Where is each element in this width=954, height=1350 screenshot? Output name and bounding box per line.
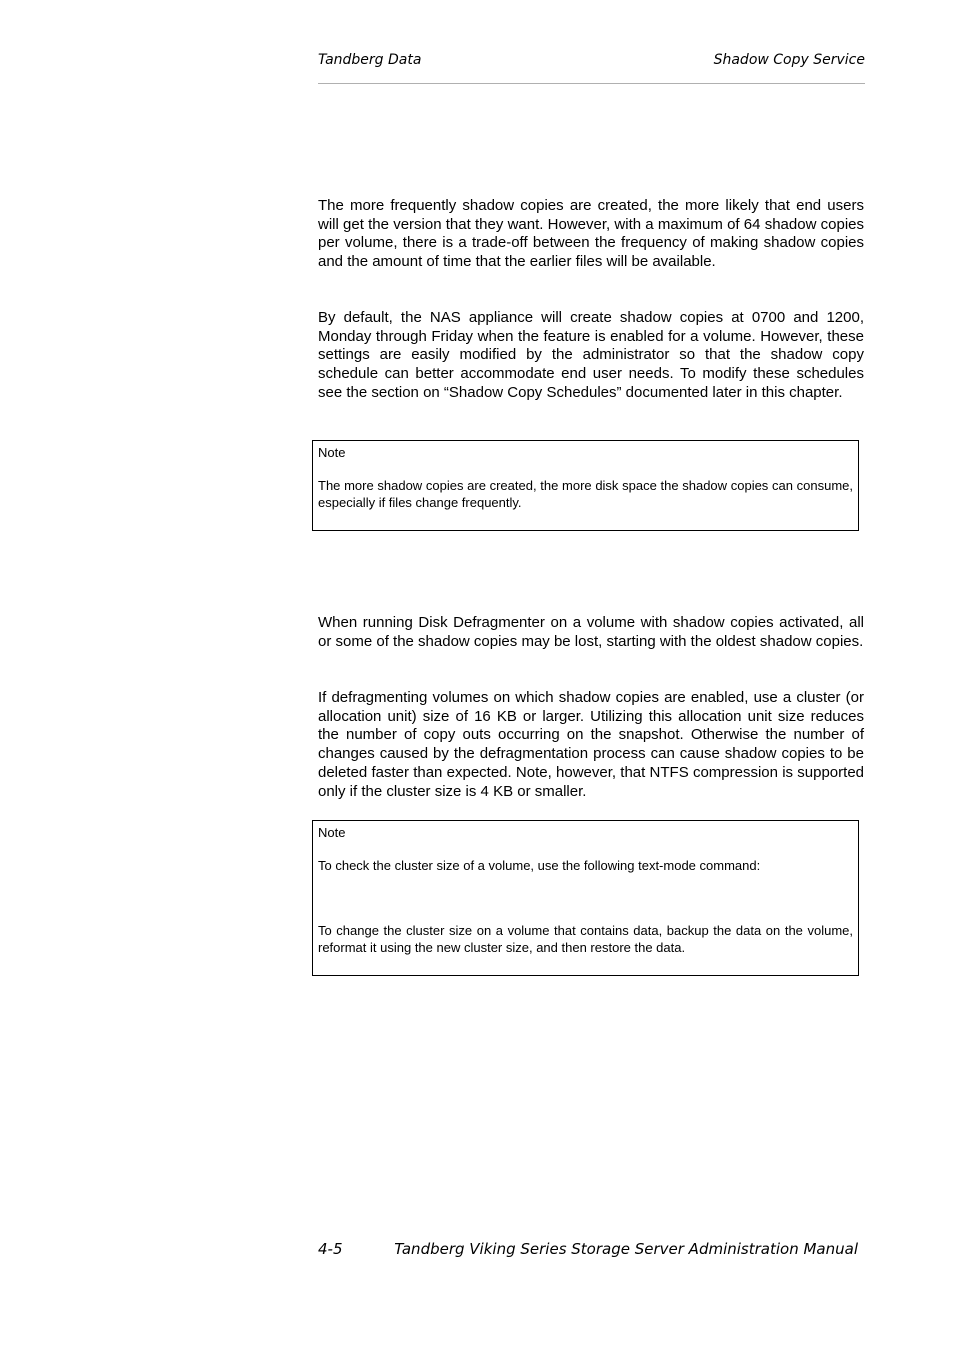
paragraph-frequency: The more frequently shadow copies are created, the more likely that end users will get the version that they want. However, with a maximum of 64 shadow copies per volume, there is a trade-off between the frequency of making shadow copies and the amount of time that the earlier files will be available. [318, 197, 864, 271]
note-box-cluster-size [312, 820, 859, 976]
header-company: Tandberg Data [318, 52, 422, 68]
note-text-change-cluster: To change the cluster size on a volume that contains data, backup the data on the volume, reformat it using the new cluster size, and then restore the data. [318, 923, 853, 955]
note-box-disk-space [312, 440, 859, 531]
page-header [318, 50, 865, 70]
paragraph-cluster-size: If defragmenting volumes on which shadow copies are enabled, use a cluster (or allocation unit) size of 16 KB or larger. Utilizing this allocation unit size reduces the number of copy outs occurring on the snapshot. Otherwise the number of changes caused by the defragmentation process can cause shadow copies to be deleted faster than expected. Note, however, that NTFS compression is supported only if the cluster size is 4 KB or smaller. [318, 689, 864, 800]
note-text-check-cluster: To check the cluster size of a volume, use the following text-mode command: [318, 858, 761, 873]
note-text: The more shadow copies are created, the more disk space the shadow copies can consume, especially if files change frequently. [318, 478, 853, 510]
header-divider [318, 83, 865, 84]
paragraph-defragmenter: When running Disk Defragmenter on a volume with shadow copies activated, all or some of the shadow copies may be lost, starting with the oldest shadow copies. [318, 614, 864, 650]
page-number: 4-5 [318, 1240, 343, 1258]
manual-title: Tandberg Viking Series Storage Server Administration Manual [394, 1240, 858, 1258]
note-label: Note [318, 445, 346, 460]
header-section-title: Shadow Copy Service [713, 52, 865, 68]
page-footer [318, 1238, 864, 1260]
paragraph-default-schedule: By default, the NAS appliance will create shadow copies at 0700 and 1200, Monday through Friday when the feature is enabled for a volume. However, these settings are easily modified by the administrator so that the shadow copy schedule can better accommodate end user needs. To modify these schedules see the section on “Shadow Copy Schedules” documented later in this chapter. [318, 309, 864, 401]
note-label: Note [318, 825, 346, 840]
